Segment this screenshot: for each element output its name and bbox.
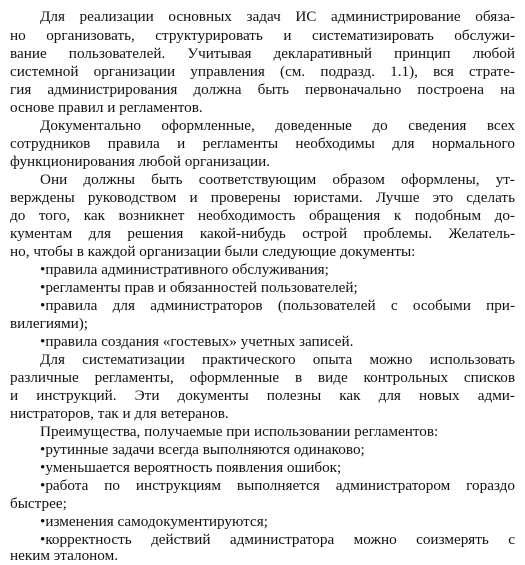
text-line: нистраторов, так и для ветеранов. [10, 405, 229, 422]
text-line: Преимущества, получаемые при использовании регламентов: [40, 423, 439, 440]
bullet-item: •уменьшается вероятность появления ошибок; [40, 459, 342, 476]
text-line: функционирования любой организации. [10, 153, 271, 170]
bullet-item: •изменения самодокументируются; [40, 513, 268, 530]
bullet-item: •регламенты прав и обязанностей пользователей; [40, 279, 358, 296]
text-line: гия администрирования должна быть первоначально построена на [10, 81, 515, 98]
text-line: до того, как возникнет необходимость обращения к подобным до- [10, 207, 515, 224]
bullet-item: •правила административного обслуживания; [40, 261, 329, 278]
text-line: и инструкций. Эти документы полезны как для новых адми- [10, 387, 515, 404]
text-line: но, чтобы в каждой организации были следующие документы: [10, 243, 416, 260]
text-line: Для систематизации практического опыта можно использовать [40, 351, 515, 368]
text-line: сотрудников правила и регламенты необходимы для нормального [10, 135, 515, 152]
text-line: Для реализации основных задач ИС администрирование обяза- [40, 8, 515, 25]
bullet-item: •правила создания «гостевых» учетных записей. [40, 333, 354, 350]
text-line: Они должны быть соответствующим образом оформлены, ут- [40, 171, 515, 188]
text-line: системной организации управления (см. подразд. 1.1), вся страте- [10, 63, 515, 80]
bullet-item: •рутинные задачи всегда выполняются одинаково; [40, 441, 365, 458]
text-line: вание пользователей. Учитывая декларативный принцип любой [10, 45, 515, 62]
bullet-item: •корректность действий администратора можно соизмерять с [40, 531, 515, 548]
bullet-item-continuation: вилегиями); [10, 315, 88, 332]
text-line: кументам для решения какой-нибудь острой проблемы. Желатель- [10, 225, 515, 242]
text-line: основе правил и регламентов. [10, 99, 203, 116]
text-line: Документально оформленные, доведенные до сведения всех [40, 117, 515, 134]
bullet-item-continuation: неким эталоном. [10, 547, 119, 564]
text-line: но организовать, структурировать и систематизировать обслужи- [10, 27, 515, 44]
text-line: верждены руководством и проверены юристами. Лучше это сделать [10, 189, 515, 206]
text-line: различные регламенты, оформленные в виде контрольных списков [10, 369, 515, 386]
bullet-item-continuation: быстрее; [10, 495, 67, 512]
bullet-item: •правила для администраторов (пользователей с особыми при- [40, 297, 515, 314]
bullet-item: •работа по инструкциям выполняется администратором гораздо [40, 477, 515, 494]
